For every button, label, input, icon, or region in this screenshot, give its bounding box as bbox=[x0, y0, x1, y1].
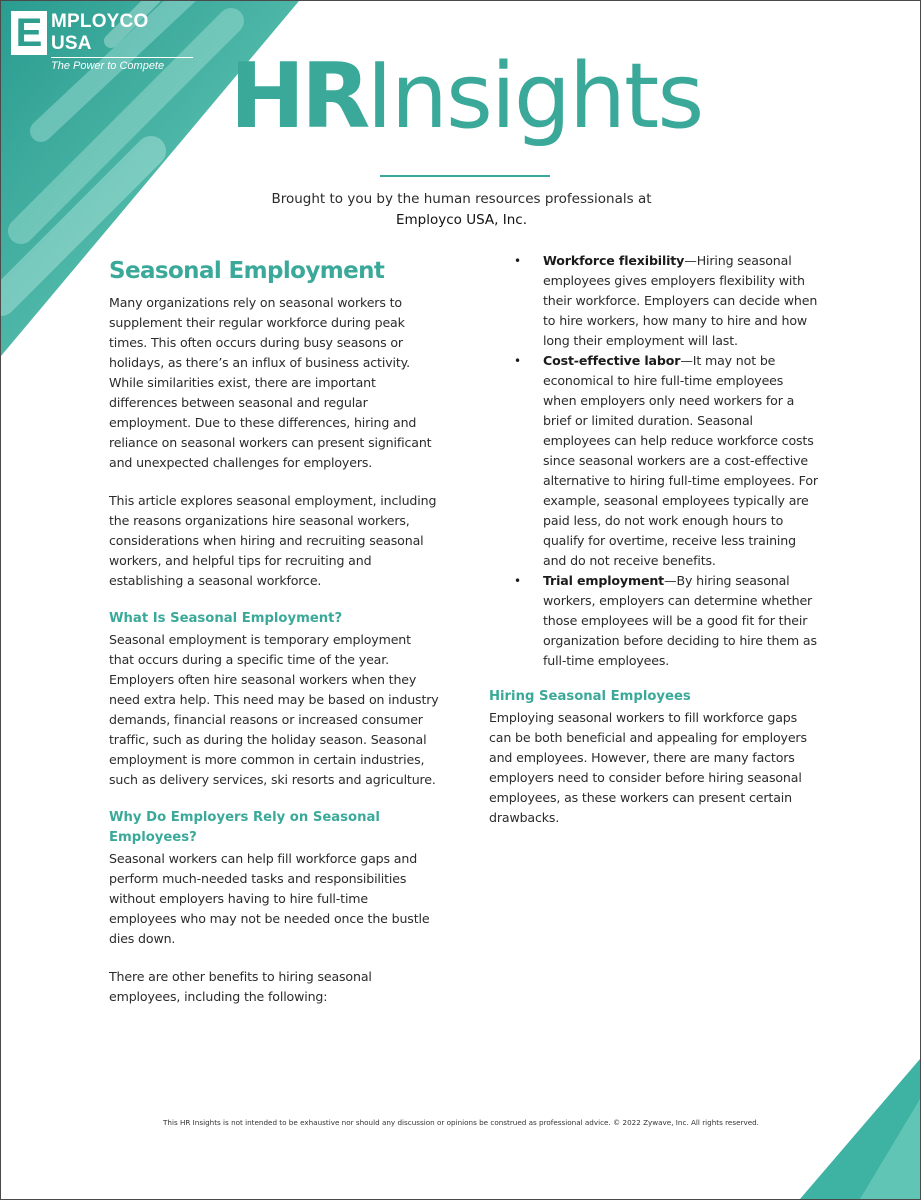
list-item bbox=[489, 351, 819, 571]
benefit-lead: Cost-effective labor bbox=[543, 353, 681, 368]
intro-paragraph-1: Many organizations rely on seasonal workers to supplement their regular workforce during peak times. This often occurs during busy seasons or holidays, as there’s an influx of business activity. While similarities exist, there are important differences between seasonal and regular employment. Due to these differences, hiring and reliance on seasonal workers can present significant and unexpected challenges for employers. bbox=[109, 295, 432, 470]
masthead-title bbox=[206, 39, 726, 155]
decorative-corner-bottom-right bbox=[800, 1059, 920, 1199]
benefits-list bbox=[489, 251, 819, 671]
benefit-text: —Hiring seasonal employees gives employers flexibility with their workforce. Employers can decide when to hire workers, how many to hire and how long their employment will last. bbox=[543, 253, 818, 348]
left-column bbox=[109, 255, 439, 1007]
benefit-text: —By hiring seasonal workers, employers can determine whether those employees will be a good fit for their organization before deciding to hire them as full-time employees. bbox=[543, 573, 817, 668]
why-paragraph-1: Seasonal workers can help fill workforce gaps and perform much-needed tasks and responsibilities without employers having to hire full-time employees who may not be needed once the bustle dies down. bbox=[109, 851, 430, 946]
masthead-title-light: Insights bbox=[366, 44, 703, 149]
article-title: Seasonal Employment bbox=[109, 258, 385, 284]
logo-tagline: The Power to Compete bbox=[51, 60, 165, 72]
why-paragraph-2: There are other benefits to hiring seasonal employees, including the following: bbox=[109, 969, 372, 1004]
byline-line-2: Employco USA, Inc. bbox=[396, 212, 527, 228]
list-item bbox=[489, 571, 819, 671]
byline-line-1: Brought to you by the human resources professionals at bbox=[271, 191, 652, 207]
heading-hiring-seasonal-employees: Hiring Seasonal Employees bbox=[489, 689, 691, 704]
list-item bbox=[489, 251, 819, 351]
masthead-title-bold: HR bbox=[229, 44, 367, 149]
logo-name: MPLOYCO USA bbox=[51, 11, 193, 58]
heading-what-is-seasonal-employment: What Is Seasonal Employment? bbox=[109, 611, 343, 626]
intro-paragraph-2: This article explores seasonal employment, including the reasons organizations hire seasonal workers, considerations when hiring and recruiting seasonal workers, and helpful tips for recruiting and establishing a seasonal workforce. bbox=[109, 493, 437, 588]
masthead-divider bbox=[380, 175, 550, 177]
benefit-text: —It may not be economical to hire full-time employees when employers only need workers for a brief or limited duration. Seasonal employees can help reduce workforce costs since seasonal workers are a cost-effective alternative to hiring full-time employees. For example, seasonal employees typically are paid less, do not work enough hours to qualify for overtime, receive less training and do not receive benefits. bbox=[543, 353, 818, 568]
footer-disclaimer: This HR Insights is not intended to be exhaustive nor should any discussion or opinions be construed as professional advice. © 2022 Zywave, Inc. All rights reserved. bbox=[163, 1118, 759, 1127]
bullet-icon: • bbox=[514, 254, 521, 268]
what-paragraph: Seasonal employment is temporary employment that occurs during a specific time of the year. Employers often hire seasonal workers when they need extra help. This need may be based on industry demands, financial reasons or increased consumer traffic, such as during the holiday season. Seasonal employment is more common in certain industries, such as delivery services, ski resorts and agriculture. bbox=[109, 632, 439, 787]
benefit-lead: Workforce flexibility bbox=[543, 253, 685, 268]
hiring-paragraph: Employing seasonal workers to fill workforce gaps can be both beneficial and appealing for employers and employees. However, there are many factors employers need to consider before hiring seasonal employees, as these workers can present certain drawbacks. bbox=[489, 710, 807, 825]
employco-logo bbox=[11, 11, 193, 72]
right-column bbox=[489, 251, 819, 828]
heading-why-employers-rely: Why Do Employers Rely on Seasonal Employees? bbox=[109, 810, 380, 845]
benefit-lead: Trial employment bbox=[543, 573, 665, 588]
bullet-icon: • bbox=[514, 354, 521, 368]
bullet-icon: • bbox=[514, 574, 521, 588]
logo-letter: E bbox=[11, 11, 47, 55]
